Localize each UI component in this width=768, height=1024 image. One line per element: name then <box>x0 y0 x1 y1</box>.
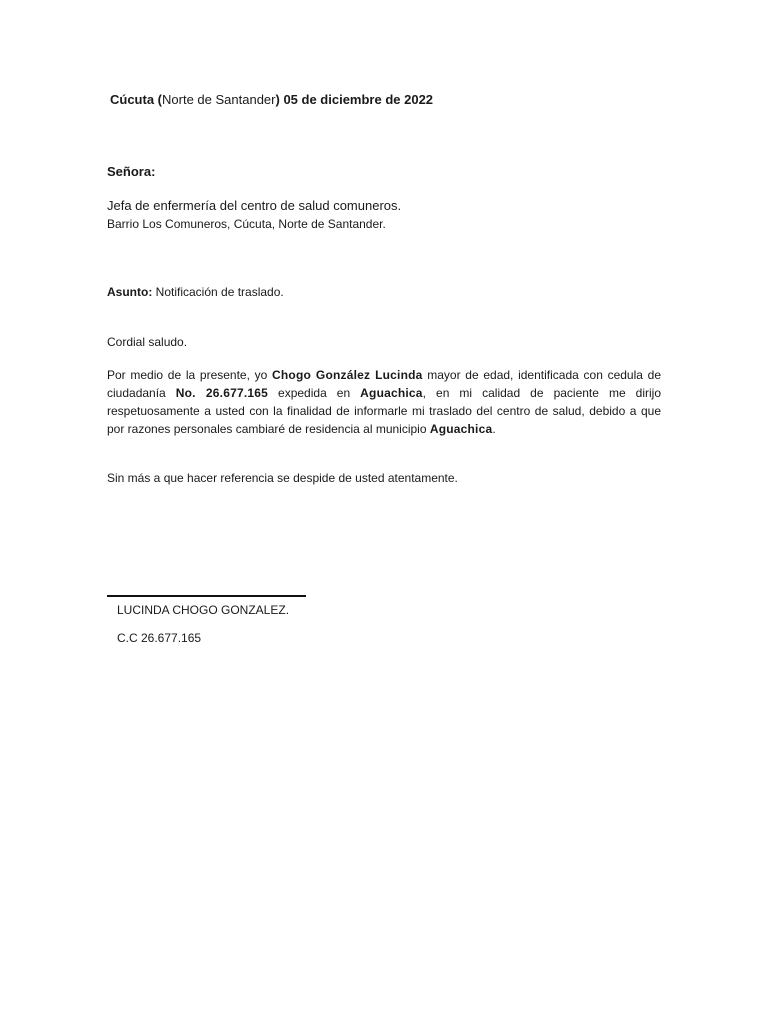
destination-municipality: Aguachica <box>429 422 493 436</box>
subject-label: Asunto: <box>107 285 153 299</box>
date-line <box>110 91 433 109</box>
region: Norte de Santander <box>162 92 276 107</box>
recipient-title: Jefa de enfermería del centro de salud comuneros. <box>107 198 402 213</box>
close-paren: ) <box>275 92 280 107</box>
patient-name: Chogo González Lucinda <box>272 368 423 382</box>
recipient-address: Barrio Los Comuneros, Cúcuta, Norte de Santander. <box>107 217 386 231</box>
recipient-block <box>107 197 401 233</box>
city: Cúcuta <box>110 92 155 107</box>
letter-date: 05 de diciembre de 2022 <box>279 92 434 107</box>
salutation: Señora: <box>107 164 156 179</box>
body-text: Por medio de la presente, yo <box>107 368 273 382</box>
open-paren: ( <box>154 92 163 107</box>
closing-line: Sin más a que hacer referencia se despide de usted atentamente. <box>107 471 458 485</box>
signature-line <box>107 595 306 597</box>
signer-name: LUCINDA CHOGO GONZALEZ. <box>117 603 290 617</box>
id-number: No. 26.677.165 <box>175 386 268 400</box>
body-text: expedida en <box>268 386 361 400</box>
body-text: mayor de edad, identificada con cedula de ciudadanía <box>107 368 661 400</box>
subject-line <box>107 283 284 301</box>
greeting: Cordial saludo. <box>107 335 188 349</box>
body-text: . <box>492 422 496 436</box>
subject-text: Notificación de traslado. <box>152 285 284 299</box>
signer-id: C.C 26.677.165 <box>117 631 202 645</box>
body-text: , en mi calidad de paciente me dirijo respetuosamente a usted con la finalidad de informarle mi traslado del centro de salud, debido a que por razones personales cambiaré de residencia al municipio <box>107 386 662 436</box>
issue-place: Aguachica <box>360 386 423 400</box>
body-paragraph <box>107 366 661 438</box>
